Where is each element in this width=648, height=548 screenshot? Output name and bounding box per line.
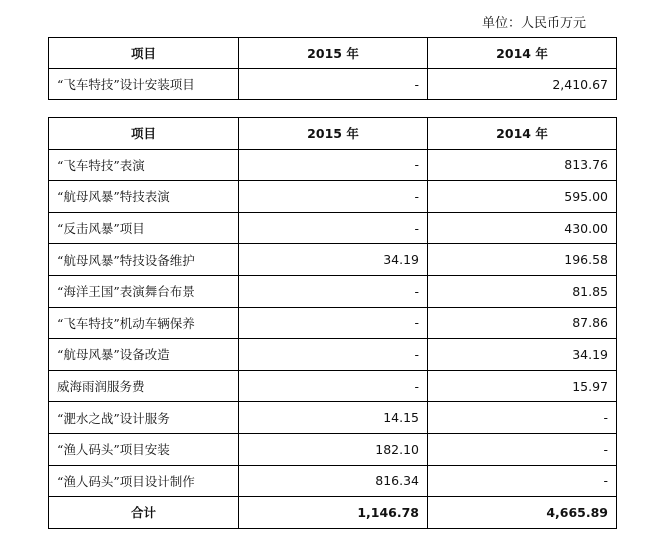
row-item: “航母风暴”设备改造 [49, 339, 239, 371]
row-y2014: - [428, 402, 617, 434]
row-y2014: 595.00 [428, 181, 617, 213]
row-item: “淝水之战”设计服务 [49, 402, 239, 434]
row-item: 威海雨润服务费 [49, 370, 239, 402]
row-item: “飞车特技”表演 [49, 149, 239, 181]
table-header-row [49, 118, 617, 150]
row-y2014: - [428, 465, 617, 497]
row-item: “海洋王国”表演舞台布景 [49, 275, 239, 307]
row-item: “航母风暴”特技设备维护 [49, 244, 239, 276]
table-row [49, 370, 617, 402]
row-y2014: 430.00 [428, 212, 617, 244]
total-row [49, 497, 617, 529]
row-y2015: - [239, 181, 428, 213]
row-y2015: 34.19 [239, 244, 428, 276]
row-item: “飞车特技”设计安装项目 [49, 69, 239, 100]
table-header-row [49, 38, 617, 69]
row-y2015: 816.34 [239, 465, 428, 497]
row-y2015: - [239, 370, 428, 402]
header-item: 项目 [49, 38, 239, 69]
row-item: “渔人码头”项目安装 [49, 433, 239, 465]
header-2015: 2015 年 [239, 118, 428, 150]
header-item: 项目 [49, 118, 239, 150]
row-y2015: - [239, 307, 428, 339]
row-y2014: 34.19 [428, 339, 617, 371]
row-2014: 2,410.67 [428, 69, 617, 100]
row-y2015: - [239, 212, 428, 244]
table-row [49, 402, 617, 434]
row-y2014: 15.97 [428, 370, 617, 402]
total-y2014: 4,665.89 [428, 497, 617, 529]
row-item: “反击风暴”项目 [49, 212, 239, 244]
unit-label: 单位：人民币万元 [482, 16, 587, 31]
services-table [48, 117, 617, 529]
table-row [49, 149, 617, 181]
row-y2014: - [428, 433, 617, 465]
row-y2015: - [239, 149, 428, 181]
header-2014: 2014 年 [428, 38, 617, 69]
total-y2015: 1,146.78 [239, 497, 428, 529]
table-row [49, 339, 617, 371]
row-item: “航母风暴”特技表演 [49, 181, 239, 213]
row-y2015: - [239, 339, 428, 371]
total-item: 合计 [49, 497, 239, 529]
row-y2014: 813.76 [428, 149, 617, 181]
design-install-table [48, 37, 617, 100]
table-row [49, 465, 617, 497]
table-row [49, 433, 617, 465]
row-y2015: 182.10 [239, 433, 428, 465]
row-2015: - [239, 69, 428, 100]
header-2014: 2014 年 [428, 118, 617, 150]
table-row [49, 212, 617, 244]
row-y2014: 87.86 [428, 307, 617, 339]
table-row [49, 181, 617, 213]
row-item: “渔人码头”项目设计制作 [49, 465, 239, 497]
table-row [49, 275, 617, 307]
row-y2015: 14.15 [239, 402, 428, 434]
table-row [49, 307, 617, 339]
row-y2014: 196.58 [428, 244, 617, 276]
header-2015: 2015 年 [239, 38, 428, 69]
row-y2015: - [239, 275, 428, 307]
table-row [49, 244, 617, 276]
row-y2014: 81.85 [428, 275, 617, 307]
table-row [49, 69, 617, 100]
row-item: “飞车特技”机动车辆保养 [49, 307, 239, 339]
